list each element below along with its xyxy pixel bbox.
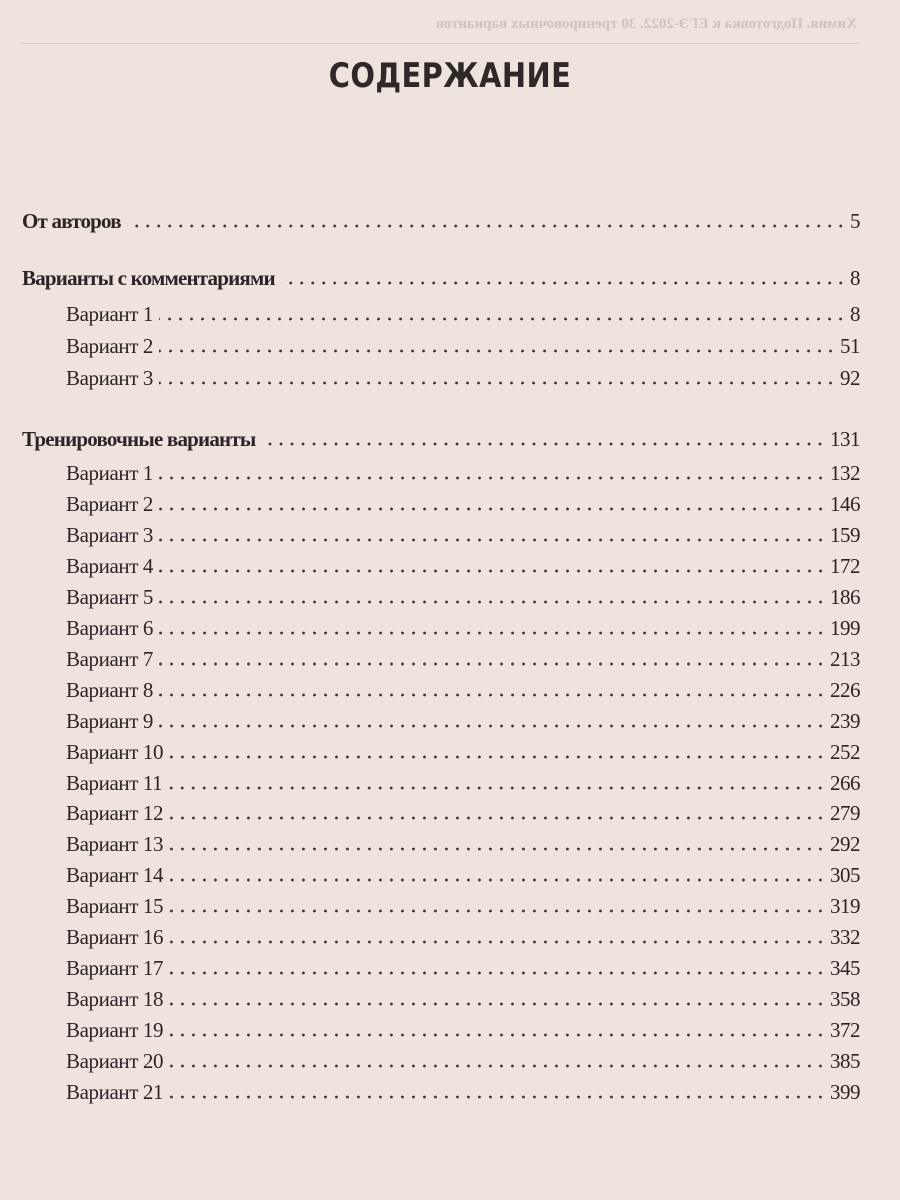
toc-entry-label: Вариант 21 — [66, 1080, 164, 1104]
toc-entry-label: Вариант 1 — [66, 302, 153, 326]
toc-entry — [22, 208, 860, 234]
toc-entry-page: 172 — [830, 553, 860, 578]
toc-entry — [66, 301, 860, 327]
toc-entry-label: Вариант 14 — [66, 863, 164, 888]
bleed-through-header: Химия. Подготовка к ЕГЭ-2022. 30 тренировочных вариантов — [435, 16, 857, 32]
toc-entry-label: Вариант 17 — [66, 956, 164, 981]
header-rule — [20, 43, 860, 44]
toc-entry-page: 186 — [830, 584, 860, 609]
toc-entry — [66, 553, 860, 579]
dot-leader — [169, 754, 826, 760]
toc-entry-label: Вариант 3 — [66, 522, 153, 547]
toc-entry — [66, 333, 860, 359]
dot-leader — [159, 475, 826, 481]
dot-leader — [169, 1032, 826, 1038]
toc-entry-label: Вариант 18 — [66, 987, 164, 1012]
dot-leader — [159, 630, 826, 636]
toc-entry — [22, 265, 860, 291]
toc-entry-page: 399 — [830, 1080, 860, 1104]
toc-entry — [22, 426, 860, 452]
dot-leader — [169, 970, 826, 976]
toc-entry-page: 239 — [830, 708, 860, 733]
toc-entry-page: 159 — [830, 522, 860, 547]
toc-entry — [66, 365, 860, 391]
dot-leader — [159, 692, 826, 698]
toc-entry — [66, 986, 860, 1012]
dot-leader — [159, 723, 826, 729]
toc-entry-page: 252 — [830, 739, 860, 764]
toc-entry — [66, 708, 860, 734]
toc-entry — [66, 1048, 860, 1074]
toc-entry-label: Вариант 8 — [66, 677, 153, 702]
toc-entry-label: Вариант 9 — [66, 708, 153, 733]
dot-leader — [169, 1094, 826, 1100]
toc-entry-label: Вариант 15 — [66, 894, 164, 919]
toc-entry-page: 132 — [830, 461, 860, 485]
toc-entry-page: 146 — [830, 491, 860, 516]
toc-entry-page: 51 — [840, 334, 860, 358]
toc-entry — [66, 522, 860, 548]
toc-entry — [66, 831, 860, 857]
dot-leader — [169, 815, 826, 821]
dot-leader — [261, 441, 826, 447]
dot-leader — [159, 537, 826, 543]
dot-leader — [159, 661, 826, 667]
toc-entry-page: 92 — [840, 366, 860, 390]
toc-entry-page: 292 — [830, 832, 860, 857]
toc-entry-label: Вариант 10 — [66, 739, 164, 764]
toc-entry-page: 385 — [830, 1049, 860, 1074]
dot-leader — [169, 846, 826, 852]
toc-entry-label: Вариант 3 — [66, 366, 153, 390]
dot-leader — [169, 1001, 826, 1007]
toc-entry-page: 5 — [850, 209, 860, 233]
toc-entry — [66, 893, 860, 919]
toc-entry — [66, 491, 860, 517]
dot-leader — [168, 785, 826, 791]
toc-entry-page: 213 — [830, 646, 860, 671]
toc-entry-label: Вариант 12 — [66, 801, 164, 826]
toc-entry — [66, 646, 860, 672]
dot-leader — [127, 223, 846, 229]
toc-entry — [66, 924, 860, 950]
dot-leader — [169, 939, 826, 945]
toc-entry-label: Вариант 16 — [66, 925, 164, 950]
toc-entry-page: 319 — [830, 894, 860, 919]
toc-entry-label: Вариант 20 — [66, 1049, 164, 1074]
toc-entry-label: Вариант 2 — [66, 491, 153, 516]
toc-entry-page: 131 — [830, 427, 860, 451]
toc-entry — [66, 862, 860, 888]
dot-leader — [159, 316, 846, 322]
toc-entry-label: Вариант 5 — [66, 584, 153, 609]
dot-leader — [169, 1063, 826, 1069]
dot-leader — [159, 599, 826, 605]
toc-entry — [66, 1017, 860, 1043]
toc-entry-label: Вариант 6 — [66, 615, 153, 640]
toc-entry — [66, 677, 860, 703]
dot-leader — [159, 568, 826, 574]
toc-entry-page: 345 — [830, 956, 860, 981]
toc-entry-label: Вариант 19 — [66, 1018, 164, 1043]
toc-entry-label: Вариант 4 — [66, 553, 153, 578]
toc-entry — [66, 955, 860, 981]
toc-entry-label: Вариант 2 — [66, 334, 153, 358]
toc-entry-page: 372 — [830, 1018, 860, 1043]
toc-entry-label: Варианты с комментариями — [22, 266, 275, 290]
dot-leader — [159, 380, 836, 386]
toc-entry-label: Тренировочные варианты — [22, 427, 256, 451]
toc-entry-page: 8 — [850, 266, 860, 290]
dot-leader — [159, 348, 836, 354]
toc-entry — [66, 1079, 860, 1105]
toc-entry-page: 266 — [830, 770, 860, 795]
toc-entry-page: 279 — [830, 801, 860, 826]
toc-entry-page: 226 — [830, 677, 860, 702]
dot-leader — [169, 908, 826, 914]
toc-entry-label: Вариант 7 — [66, 646, 153, 671]
toc-entry — [66, 739, 860, 765]
toc-entry-page: 332 — [830, 925, 860, 950]
toc-entry — [66, 460, 860, 486]
toc-entry-label: Вариант 11 — [66, 770, 163, 795]
toc-entry — [66, 770, 860, 796]
toc-entry-label: Вариант 13 — [66, 832, 164, 857]
toc-entry-page: 305 — [830, 863, 860, 888]
toc-entry — [66, 800, 860, 826]
toc-entry-label: Вариант 1 — [66, 461, 153, 485]
toc-entry-label: От авторов — [22, 209, 121, 233]
toc-entry-page: 199 — [830, 615, 860, 640]
toc-entry-page: 358 — [830, 987, 860, 1012]
dot-leader — [159, 506, 826, 512]
toc-entry — [66, 615, 860, 641]
dot-leader — [281, 280, 846, 286]
page-title: СОДЕРЖАНИЕ — [328, 56, 572, 96]
toc-entry — [66, 584, 860, 610]
toc-entry-page: 8 — [850, 302, 860, 326]
dot-leader — [169, 877, 826, 883]
